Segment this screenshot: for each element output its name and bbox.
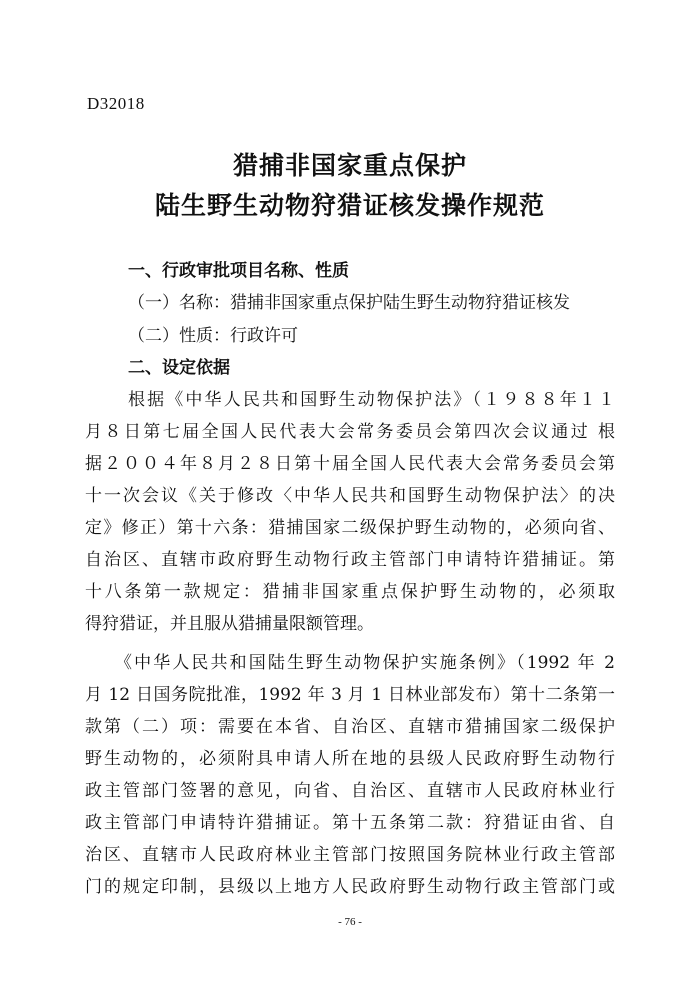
- paragraph-line: 根据《中华人民共和国野生动物保护法》（１９８８年１１: [128, 390, 615, 410]
- title-line-1: 猎捕非国家重点保护: [232, 151, 467, 180]
- paragraph-line: 野生动物的，必须附具申请人所在地的县级人民政府野生动物行: [85, 749, 615, 769]
- nature-item: （二）性质：行政许可: [128, 326, 298, 346]
- paragraph-line: 据２００４年８月２８日第十届全国人民代表大会常务委员会第: [85, 454, 615, 474]
- paragraph-line: 得狩猎证，并且服从猎捕量限额管理。: [85, 614, 374, 634]
- paragraph-line: 十八条第一款规定：猎捕非国家重点保护野生动物的，必须取: [85, 582, 615, 602]
- paragraph-line: 治区、直辖市人民政府林业主管部门按照国务院林业行政主管部: [85, 845, 615, 865]
- paragraph-line: 月８日第七届全国人民代表大会常务委员会第四次会议通过 根: [85, 422, 615, 442]
- paragraph-line: 定》修正）第十六条：猎捕国家二级保护野生动物的，必须向省、: [85, 518, 615, 538]
- section-heading-1: 一、行政审批项目名称、性质: [128, 261, 349, 281]
- name-item: （一）名称：猎捕非国家重点保护陆生野生动物狩猎证核发: [128, 293, 570, 313]
- paragraph-line: 门的规定印制，县级以上地方人民政府野生动物行政主管部门或: [85, 877, 615, 897]
- title-line-2: 陆生野生动物狩猎证核发操作规范: [154, 191, 545, 220]
- document-code: D32018: [87, 94, 145, 113]
- paragraph-line: 款第（二）项：需要在本省、自治区、直辖市猎捕国家二级保护: [85, 717, 615, 737]
- section-heading-2: 二、设定依据: [128, 358, 230, 378]
- paragraph-line: 月 12 日国务院批准，1992 年 3 月 1 日林业部发布）第十二条第一: [85, 685, 615, 705]
- paragraph-line: 《中华人民共和国陆生野生动物保护实施条例》（1992 年 2: [115, 653, 615, 673]
- page-number: - 76 -: [338, 916, 362, 928]
- paragraph-line: 政主管部门签署的意见，向省、自治区、直辖市人民政府林业行: [85, 781, 615, 801]
- paragraph-line: 政主管部门申请特许猎捕证。第十五条第二款：狩猎证由省、自: [85, 813, 615, 833]
- paragraph-line: 自治区、直辖市政府野生动物行政主管部门申请特许猎捕证。第: [85, 550, 615, 570]
- paragraph-line: 十一次会议《关于修改〈中华人民共和国野生动物保护法〉的决: [85, 486, 615, 506]
